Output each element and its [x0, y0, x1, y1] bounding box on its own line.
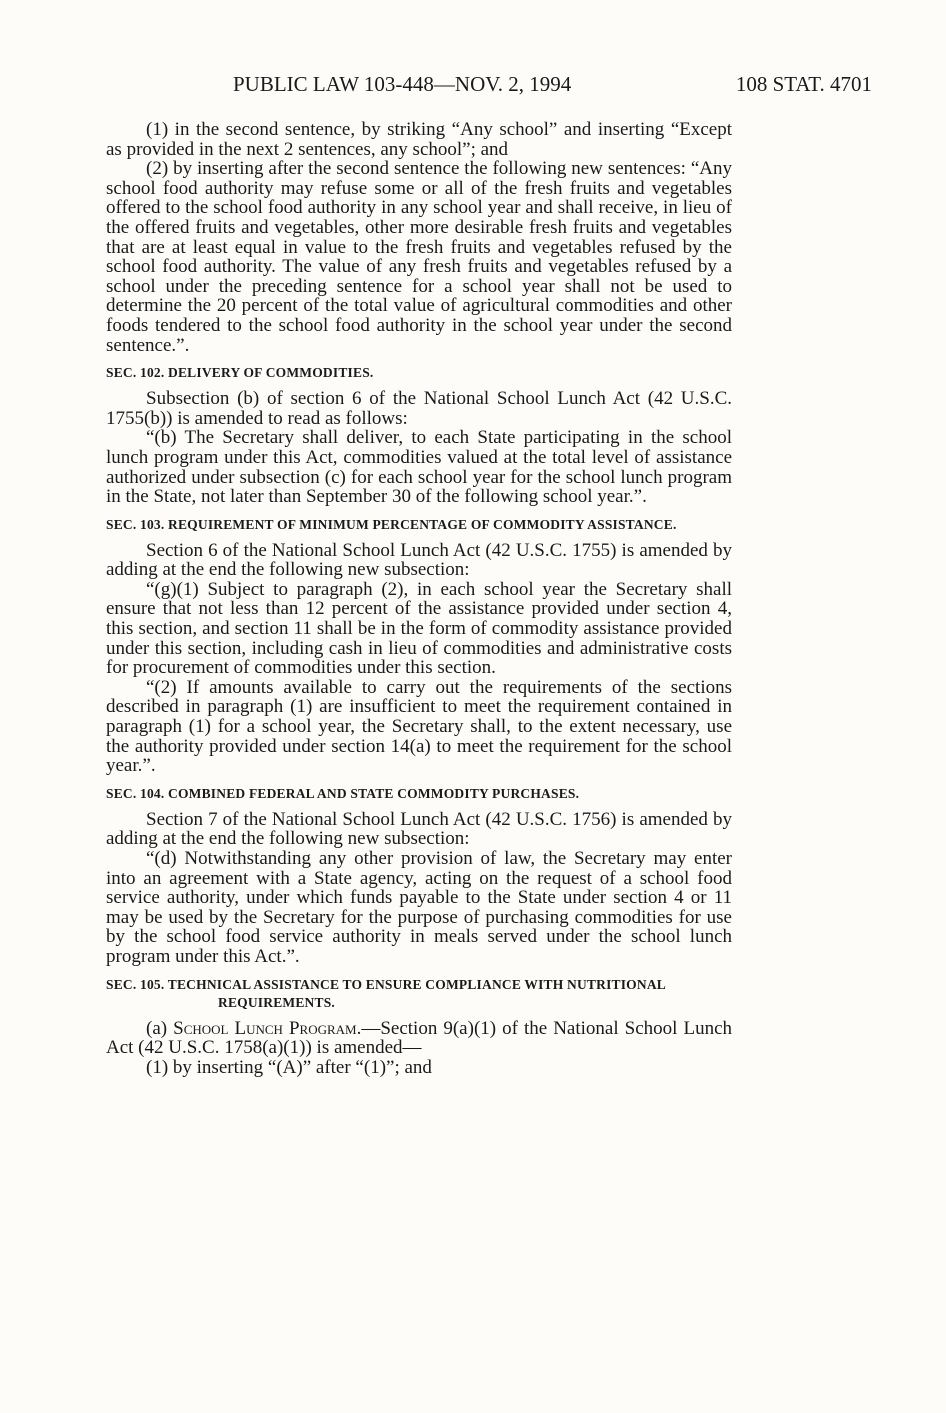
- page-header: [0, 72, 946, 100]
- section-heading: SEC. 104. COMBINED FEDERAL AND STATE COMMODITY PURCHASES.: [106, 785, 580, 801]
- section-heading: SEC. 102. DELIVERY OF COMMODITIES.: [106, 365, 374, 381]
- public-law-title: PUBLIC LAW 103-448—NOV. 2, 1994: [233, 72, 572, 96]
- paragraph: “(2) If amounts available to carry out the requirements of the sections described in paragraph (1) are insufficient to meet the requirement contained in paragraph (1) for a school year, the Secretary shall, to the extent necessary, use the authority provided under section 14(a) to meet the requirement for the school year.”.: [106, 676, 732, 777]
- paragraph: “(d) Notwithstanding any other provision of law, the Secretary may enter into an agreement with a State agency, acting on the request of a school food service authority, under which funds payable to the State under section 4 or 11 may be used by the Secretary for the purpose of purchasing commodities for use by the school food service authority in meals served under the school lunch program under this Act.”.: [106, 848, 732, 967]
- paragraph: (2) by inserting after the second sentence the following new sentences: “Any school food authority may refuse some or all of the fresh fruits and vegetables offered to the school food authority in any school year and shall receive, in lieu of the offered fruits and vegetables, other more desirable fresh fruits and vegetables that are at least equal in value to the fresh fruits and vegetables refused by the school food authority. The value of any fresh fruits and vegetables refused by a school under the preceding sentence for a school year shall not be used to determine the 20 percent of the total value of agricultural commodities and other foods tendered to the school food authority in the school year under the second sentence.”.: [106, 158, 732, 356]
- document-body: [106, 120, 732, 1077]
- paragraph: (1) in the second sentence, by striking “Any school” and inserting “Except as provided in the next 2 sentences, any school”; and: [106, 119, 732, 160]
- paragraph: Section 6 of the National School Lunch Act (42 U.S.C. 1755) is amended by adding at the end the following new subsection:: [106, 539, 732, 581]
- paragraph: Section 7 of the National School Lunch Act (42 U.S.C. 1756) is amended by adding at the end the following new subsection:: [106, 808, 732, 850]
- section-heading: SEC. 103. REQUIREMENT OF MINIMUM PERCENTAGE OF COMMODITY ASSISTANCE.: [106, 516, 677, 532]
- statute-page-number: 108 STAT. 4701: [735, 72, 872, 96]
- paragraph: (1) by inserting “(A)” after “(1)”; and: [146, 1056, 432, 1078]
- paragraph: “(g)(1) Subject to paragraph (2), in each school year the Secretary shall ensure that not less than 12 percent of the assistance provided under section 4, this section, and section 11 shall be in the form of commodity assistance provided under this section, including cash in lieu of commodities and administrative costs for procurement of commodities under this section.: [106, 578, 732, 679]
- paragraph: [106, 1019, 732, 1058]
- section-heading: SEC. 105. TECHNICAL ASSISTANCE TO ENSURE COMPLIANCE WITH NUTRITIONAL REQUIREMENTS.: [106, 976, 666, 1010]
- subsection-text: .—Section 9(a)(1) of the National School Lunch Act (42 U.S.C. 1758(a)(1)) is amended—: [106, 1017, 733, 1059]
- paragraph: Subsection (b) of section 6 of the National School Lunch Act (42 U.S.C. 1755(b)) is amended to read as follows:: [106, 388, 732, 429]
- subsection-number: (a): [146, 1017, 174, 1039]
- paragraph: “(b) The Secretary shall deliver, to each State participating in the school lunch program under this Act, commodities valued at the total level of assistance authorized under subsection (c) for each school year for the school lunch program in the State, not later than September 30 of the following school year.”.: [106, 427, 732, 508]
- subsection-lead: School Lunch Program: [173, 1017, 357, 1039]
